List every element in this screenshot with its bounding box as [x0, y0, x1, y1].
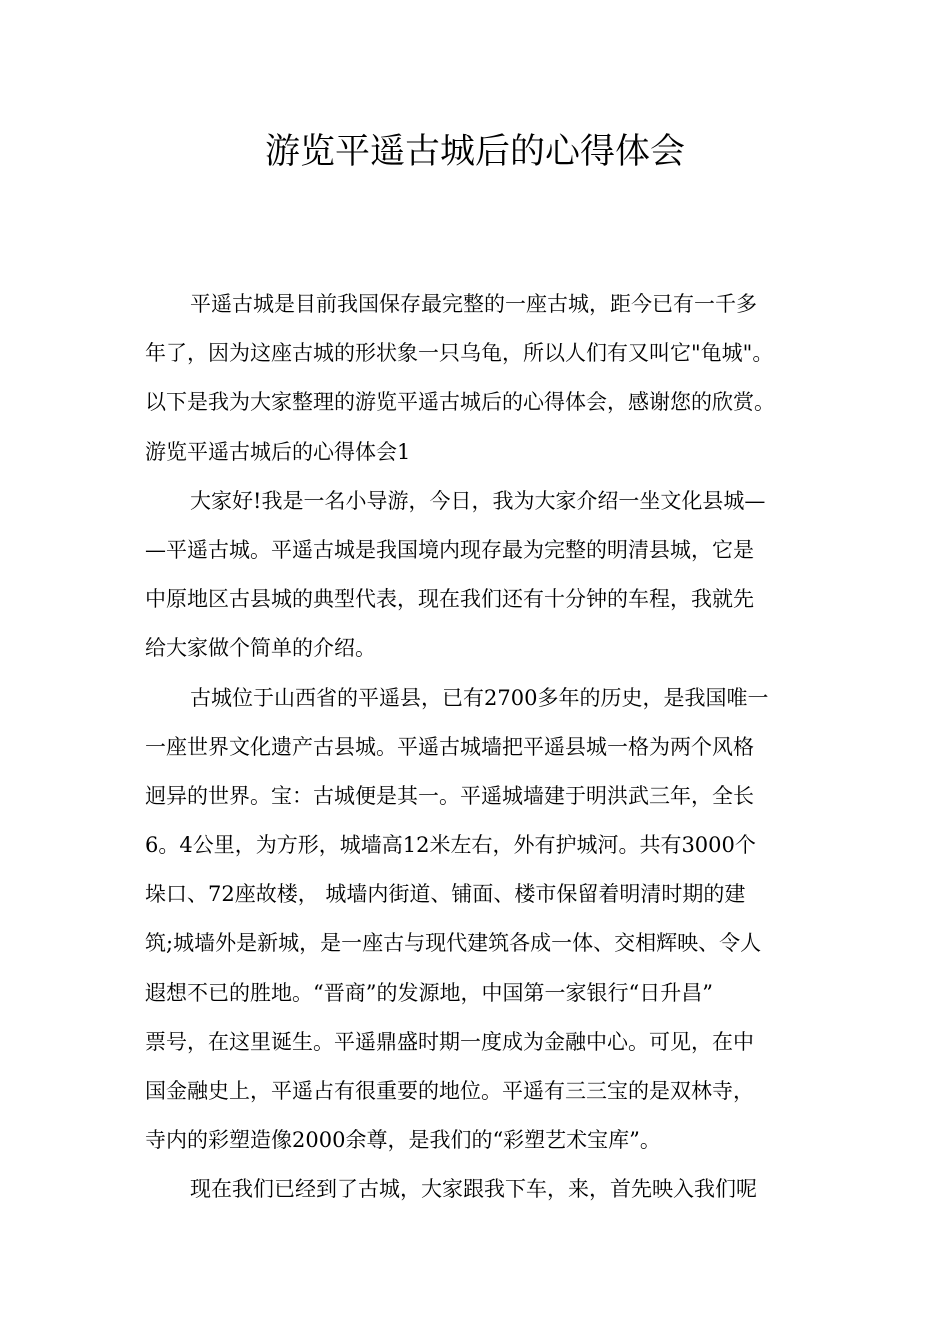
paragraph-line: 国金融史上，平遥占有很重要的地位。平遥有三三宝的是双林寺，	[145, 1079, 754, 1103]
paragraph-line: 垛口、72座故楼， 城墙内街道、铺面、楼市保留着明清时期的建	[145, 882, 746, 907]
paragraph-line: 中原地区古县城的典型代表，现在我们还有十分钟的车程，我就先	[145, 587, 754, 612]
document-body	[145, 280, 810, 1215]
paragraph-first-line: 平遥古城是目前我国保存最完整的一座古城，距今已有一千多	[190, 292, 757, 316]
paragraph-line: 筑;城墙外是新城，是一座古与现代建筑各成一体、交相辉映、令人	[145, 931, 762, 956]
paragraph-line: 给大家做个简单的介绍。	[145, 636, 376, 661]
paragraph-line: 一座世界文化遗产古县城。平遥古城墙把平遥县城一格为两个风格	[145, 734, 754, 759]
paragraph-line: 游览平遥古城后的心得体会1	[145, 439, 411, 464]
paragraph-line: 遐想不已的胜地。“晋商”的发源地，中国第一家银行“日升昌”	[145, 980, 713, 1005]
paragraph-line: 票号，在这里诞生。平遥鼎盛时期一度成为金融中心。可见，在中	[145, 1029, 754, 1054]
paragraph-line: —平遥古城。平遥古城是我国境内现存最为完整的明清县城，它是	[145, 537, 754, 562]
paragraph-line: 以下是我为大家整理的游览平遥古城后的心得体会，感谢您的欣赏。	[145, 390, 775, 415]
paragraph-line: 6。4公里，为方形，城墙高12米左右，外有护城河。共有3000个	[145, 833, 756, 858]
paragraph-first-line: 大家好!我是一名小导游，今日，我为大家介绍一坐文化县城—	[190, 488, 766, 513]
paragraph-line: 迥异的世界。宝：古城便是其一。平遥城墙建于明洪武三年，全长	[145, 783, 754, 808]
paragraph-line: 年了，因为这座古城的形状象一只乌龟，所以人们有又叫它"龟城"。	[145, 341, 774, 366]
paragraph-first-line: 现在我们已经到了古城，大家跟我下车，来，首先映入我们呢	[190, 1177, 757, 1202]
document-title: 游览平遥古城后的心得体会	[264, 132, 685, 172]
paragraph-line: 寺内的彩塑造像2000余尊，是我们的“彩塑艺术宝库”。	[145, 1128, 661, 1153]
paragraph-first-line: 古城位于山西省的平遥县，已有2700多年的历史，是我国唯一	[190, 685, 769, 710]
